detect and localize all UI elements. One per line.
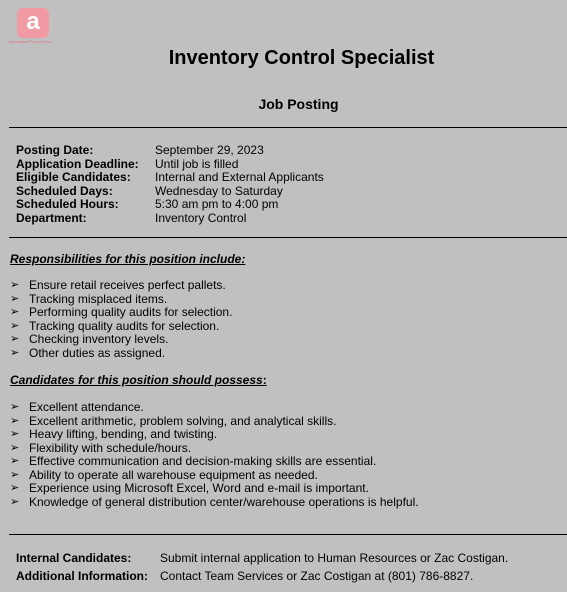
responsibilities-heading: Responsibilities for this position include: [10, 252, 246, 266]
list-item-text: Tracking misplaced items. [29, 291, 168, 306]
info-label: Scheduled Hours: [16, 197, 119, 211]
info-label: Department: [16, 210, 87, 225]
list-item [10, 469, 419, 483]
footer-label: Additional Information: [16, 569, 148, 583]
arrow-bullet-icon: ➢ [10, 495, 20, 508]
list-item-text: Knowledge of general distribution center/warehouse operations is helpful. [29, 494, 419, 509]
info-value: September 29, 2023 [155, 143, 264, 157]
list-item [10, 320, 232, 334]
logo-glyph: a [26, 8, 40, 35]
list-item-text: Ability to operate all warehouse equipment as needed. [29, 467, 318, 482]
candidates-list [10, 401, 419, 509]
list-item-text: Experience using Microsoft Excel, Word and e-mail is important. [29, 481, 369, 495]
candidates-heading [10, 373, 267, 387]
info-label: Application Deadline: [16, 156, 139, 171]
posting-info [16, 144, 324, 225]
list-item-text: Performing quality audits for selection. [29, 305, 233, 319]
arrow-bullet-icon: ➢ [10, 346, 20, 359]
info-label: Eligible Candidates: [16, 170, 131, 184]
divider-bottom [9, 534, 567, 535]
list-item-text: Ensure retail receives perfect pallets. [29, 278, 226, 292]
responsibilities-list [10, 279, 232, 360]
list-item [10, 482, 419, 496]
list-item [10, 428, 419, 442]
info-row-scheduled-days [16, 185, 324, 199]
footer-value: Submit internal application to Human Resources or Zac Costigan. [160, 551, 509, 565]
arrow-bullet-icon: ➢ [10, 441, 20, 454]
list-item [10, 306, 232, 320]
info-value: Until job is filled [155, 156, 239, 171]
list-item [10, 455, 419, 469]
arrow-bullet-icon: ➢ [10, 279, 20, 291]
footer-label: Internal Candidates: [16, 551, 132, 565]
list-item [10, 279, 232, 293]
company-logo [17, 8, 49, 38]
info-value: Wednesday to Saturday [155, 183, 283, 198]
info-label: Posting Date: [16, 143, 94, 157]
arrow-bullet-icon: ➢ [10, 401, 20, 413]
list-item [10, 347, 232, 361]
list-item-text: Checking inventory levels. [29, 332, 169, 346]
job-title: Inventory Control Specialist [168, 47, 435, 69]
list-item-text: Tracking quality audits for selection. [29, 318, 220, 333]
logo-caption: Associated Food Stores [9, 39, 52, 44]
list-item [10, 401, 419, 415]
info-row-application-deadline [16, 158, 324, 172]
divider-middle [9, 237, 567, 238]
footer-info [16, 549, 508, 585]
candidates-heading-colon: : [262, 373, 267, 387]
arrow-bullet-icon: ➢ [10, 482, 20, 494]
candidates-heading-text: Candidates for this position should possess [10, 373, 263, 387]
divider-top [9, 127, 567, 128]
info-value: Internal and External Applicants [155, 170, 324, 184]
arrow-bullet-icon: ➢ [10, 319, 20, 332]
arrow-bullet-icon: ➢ [10, 292, 20, 305]
list-item [10, 496, 419, 510]
footer-row-additional-information [16, 567, 508, 585]
list-item-text: Other duties as assigned. [29, 345, 166, 360]
info-row-department [16, 212, 324, 226]
arrow-bullet-icon: ➢ [10, 468, 20, 481]
arrow-bullet-icon: ➢ [10, 306, 20, 318]
list-item-text: Heavy lifting, bending, and twisting. [29, 427, 218, 441]
arrow-bullet-icon: ➢ [10, 428, 20, 440]
list-item-text: Excellent arithmetic, problem solving, and analytical skills. [29, 413, 337, 428]
arrow-bullet-icon: ➢ [10, 455, 20, 467]
info-label: Scheduled Days: [16, 183, 113, 198]
footer-row-internal-candidates [16, 549, 508, 567]
list-item-text: Excellent attendance. [29, 400, 144, 414]
list-item [10, 442, 419, 456]
list-item [10, 415, 419, 429]
job-posting-subtitle: Job Posting [258, 96, 339, 112]
list-item-text: Flexibility with schedule/hours. [29, 440, 192, 455]
footer-value: Contact Team Services or Zac Costigan at (801) 786-8827. [160, 569, 474, 583]
info-value: 5:30 am pm to 4:00 pm [155, 197, 279, 211]
list-item [10, 333, 232, 347]
info-row-eligible-candidates [16, 171, 324, 185]
info-value: Inventory Control [155, 210, 247, 225]
info-row-posting-date [16, 144, 324, 158]
arrow-bullet-icon: ➢ [10, 414, 20, 427]
arrow-bullet-icon: ➢ [10, 333, 20, 345]
list-item [10, 293, 232, 307]
list-item-text: Effective communication and decision-making skills are essential. [29, 454, 377, 468]
info-row-scheduled-hours [16, 198, 324, 212]
